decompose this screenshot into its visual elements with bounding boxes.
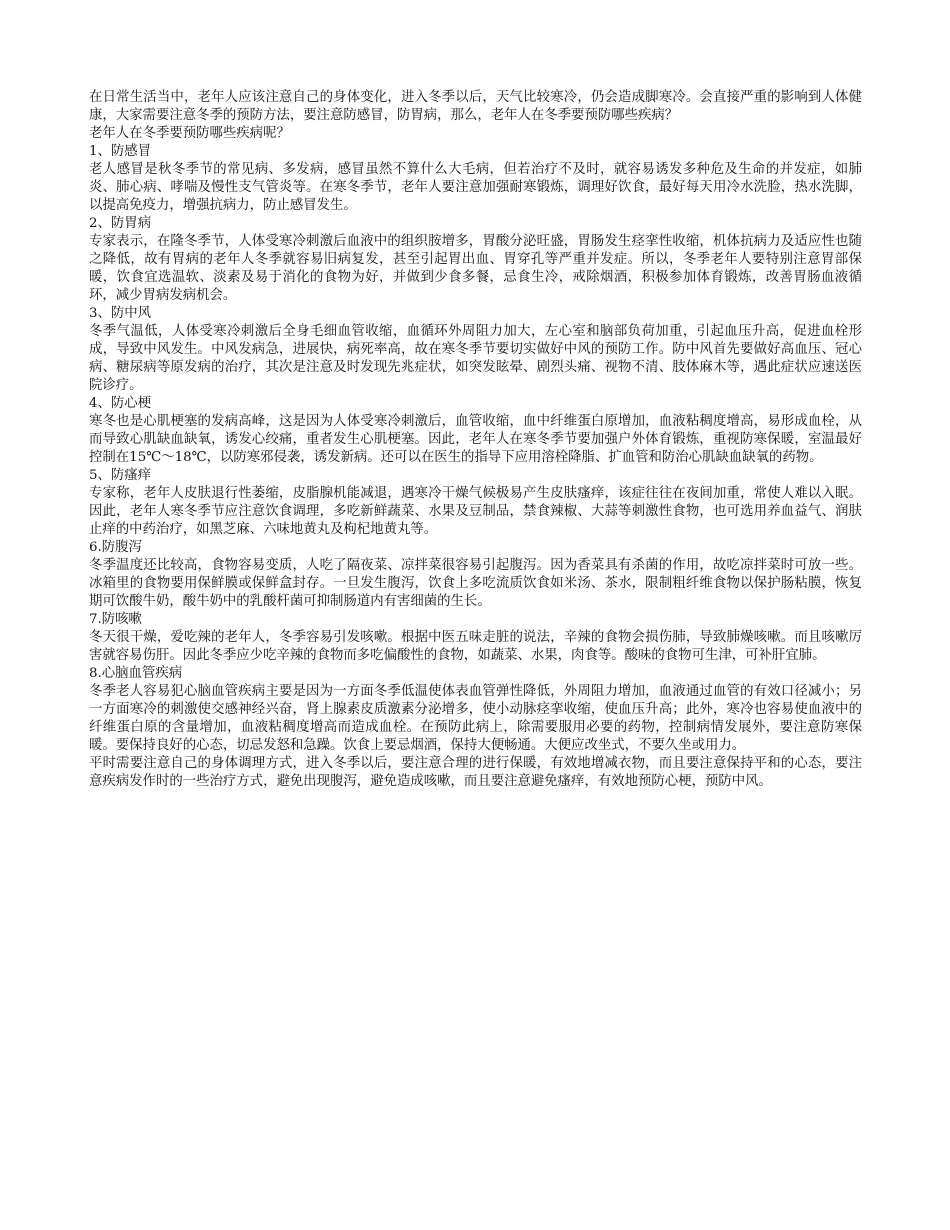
section-heading-cough: 7.防咳嗽 bbox=[89, 612, 142, 627]
section-heading-stomach: 2、防胃病 bbox=[89, 216, 152, 231]
question-heading: 老年人在冬季要预防哪些疾病呢？ bbox=[89, 126, 290, 141]
article bbox=[89, 89, 862, 791]
section-body-diarrhea: 冬季温度还比较高，食物容易变质，人吃了隔夜菜、凉拌菜很容易引起腹泻。因为香菜具有杀菌的作用，故吃凉拌菜时可放一些。冰箱里的食物要用保鲜膜或保鲜盒封存。一旦发生腹泻，饮食上多吃流质饮食如米汤、茶水，限制粗纤维食物以保护肠粘膜，恢复期可饮酸牛奶，酸牛奶中的乳酸杆菌可抑制肠道内有害细菌的生长。 bbox=[89, 558, 862, 609]
section-heading-cardiovascular: 8.心脑血管疾病 bbox=[89, 666, 183, 681]
section-body-cough: 冬天很干燥，爱吃辣的老年人，冬季容易引发咳嗽。根据中医五味走脏的说法，辛辣的食物会损伤肺，导致肺燥咳嗽。而且咳嗽厉害就容易伤肝。因此冬季应少吃辛辣的食物而多吃偏酸性的食物，如蔬菜、水果，肉食等。酸味的食物可生津，可补肝宜肺。 bbox=[89, 630, 862, 663]
section-body-infarction: 寒冬也是心肌梗塞的发病高峰，这是因为人体受寒冷刺激后，血管收缩，血中纤维蛋白原增加，血液粘稠度增高，易形成血栓，从而导致心肌缺血缺氧，诱发心绞痛，重者发生心肌梗塞。因此，老年人在寒冬季节要加强户外体育锻炼，重视防寒保暖，室温最好控制在15℃～18℃，以防寒邪侵袭，诱发新病。还可以在医生的指导下应用溶栓降脂、扩血管和防治心肌缺血缺氧的药物。 bbox=[89, 414, 862, 465]
section-body-stomach: 专家表示，在隆冬季节，人体受寒冷刺激后血液中的组织胺增多，胃酸分泌旺盛，胃肠发生痉挛性收缩，机体抗病力及适应性也随之降低，故有胃病的老年人冬季就容易旧病复发，甚至引起胃出血、胃穿孔等严重并发症。所以，冬季老年人要特别注意胃部保暖，饮食宜选温软、淡素及易于消化的食物为好，并做到少食多餐，忌食生冷，戒除烟酒，积极参加体育锻炼，改善胃肠血液循环，减少胃病发病机会。 bbox=[89, 234, 862, 303]
section-heading-itching: 5、防瘙痒 bbox=[89, 468, 152, 483]
section-heading-infarction: 4、防心梗 bbox=[89, 396, 152, 411]
intro-paragraph: 在日常生活当中，老年人应该注意自己的身体变化，进入冬季以后，天气比较寒冷，仍会造成脚寒冷。会直接严重的影响到人体健康，大家需要注意冬季的预防方法，要注意防感冒，防胃病，那么，老年人在冬季要预防哪些疾病？ bbox=[89, 90, 862, 123]
section-heading-cold: 1、防感冒 bbox=[89, 144, 152, 159]
section-body-cardiovascular: 冬季老人容易犯心脑血管疾病主要是因为一方面冬季低温使体表血管弹性降低，外周阻力增加，血液通过血管的有效口径减小；另一方面寒冷的刺激使交感神经兴奋，肾上腺素皮质激素分泌增多，使小动脉痉挛收缩，使血压升高；此外，寒冷也容易使血液中的纤维蛋白原的含量增加，血液粘稠度增高而造成血栓。在预防此病上，除需要服用必要的药物，控制病情发展外，要注意防寒保暖。要保持良好的心态，切忌发怒和急躁。饮食上要忌烟酒，保持大便畅通。大便应改坐式，不要久坐或用力。 bbox=[89, 684, 862, 753]
conclusion-paragraph: 平时需要注意自己的身体调理方式，进入冬季以后，要注意合理的进行保暖，有效地增减衣物，而且要注意保持平和的心态，要注意疾病发作时的一些治疗方式，避免出现腹泻，避免造成咳嗽，而且要注意避免瘙痒，有效地预防心梗，预防中风。 bbox=[89, 756, 862, 789]
section-body-itching: 专家称，老年人皮肤退行性萎缩，皮脂腺机能减退，遇寒冷干燥气候极易产生皮肤瘙痒，该症往往在夜间加重，常使人难以入眠。因此，老年人寒冬季节应注意饮食调理，多吃新鲜蔬菜、水果及豆制品，禁食辣椒、大蒜等刺激性食物，也可选用养血益气、润肤止痒的中药治疗，如黑芝麻、六味地黄丸及枸杞地黄丸等。 bbox=[89, 486, 862, 537]
section-heading-stroke: 3、防中风 bbox=[89, 306, 152, 321]
section-heading-diarrhea: 6.防腹泻 bbox=[89, 540, 142, 555]
section-body-stroke: 冬季气温低，人体受寒冷刺激后全身毛细血管收缩，血循环外周阻力加大，左心室和脑部负荷加重，引起血压升高，促进血栓形成，导致中风发生。中风发病急，进展快，病死率高，故在寒冬季节要切实做好中风的预防工作。防中风首先要做好高血压、冠心病、糖尿病等原发病的治疗，其次是注意及时发现先兆症状，如突发眩晕、剧烈头痛、视物不清、肢体麻木等，遇此症状应速送医院诊疗。 bbox=[89, 324, 862, 393]
section-body-cold: 老人感冒是秋冬季节的常见病、多发病，感冒虽然不算什么大毛病，但若治疗不及时，就容易诱发多种危及生命的并发症，如肺炎、肺心病、哮喘及慢性支气管炎等。在寒冬季节，老年人要注意加强耐寒锻炼，调理好饮食，最好每天用冷水洗脸，热水洗脚，以提高免疫力，增强抗病力，防止感冒发生。 bbox=[89, 162, 862, 213]
